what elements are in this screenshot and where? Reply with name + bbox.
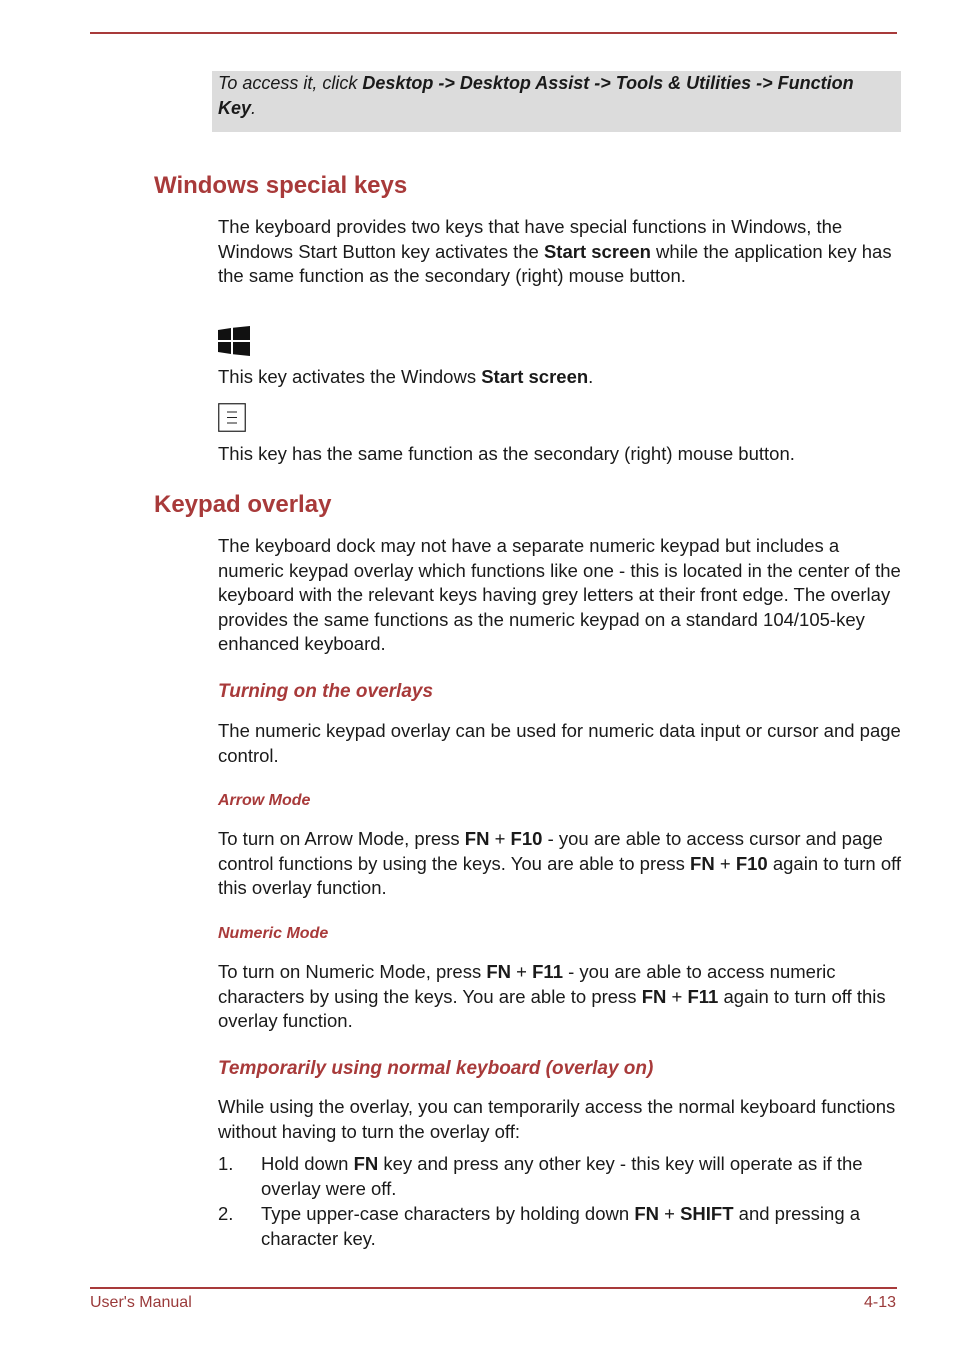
start-key-text-after: . bbox=[588, 366, 594, 387]
note-prefix: To access it, click bbox=[218, 73, 363, 93]
plus-sign: + bbox=[511, 961, 533, 982]
footer-rule bbox=[90, 1287, 897, 1289]
numeric-mode-text bbox=[218, 960, 903, 1034]
application-key-icon bbox=[218, 403, 246, 437]
note-suffix: . bbox=[251, 98, 257, 118]
numeric-text-2: - you are able to access numeric characters by using the keys. You are able to press bbox=[218, 961, 836, 1007]
plus-sign: + bbox=[714, 852, 736, 874]
arrow-text-3: again to turn off this overlay function. bbox=[218, 852, 902, 898]
key-fn: FN bbox=[464, 828, 490, 849]
heading-temporarily-normal-keyboard: Temporarily using normal keyboard (overlay on) bbox=[218, 1058, 654, 1079]
turning-on-text: The numeric keypad overlay can be used for numeric data input or cursor and page control. bbox=[218, 720, 901, 766]
windows-keys-intro bbox=[218, 215, 903, 289]
step-text: Type upper-case characters by holding down bbox=[261, 1203, 635, 1224]
footer-manual-title: User's Manual bbox=[90, 1294, 192, 1311]
step-number: 2. bbox=[218, 1203, 234, 1224]
numeric-text-1: To turn on Numeric Mode, press bbox=[218, 961, 487, 982]
start-key-text-before: This key activates the Windows bbox=[218, 366, 482, 387]
numeric-text-3: again to turn off this overlay function. bbox=[218, 985, 886, 1031]
list-item bbox=[218, 1152, 903, 1201]
key-f10: F10 bbox=[735, 852, 768, 874]
heading-arrow-mode: Arrow Mode bbox=[218, 792, 311, 809]
windows-logo-icon bbox=[218, 326, 250, 361]
arrow-text-2: - you are able to access cursor and page control functions by using the keys. You are able to press bbox=[218, 828, 883, 874]
plus-sign: + bbox=[489, 828, 511, 849]
note-box bbox=[212, 71, 901, 132]
temporary-steps-list bbox=[218, 1152, 903, 1252]
list-item bbox=[218, 1202, 903, 1251]
app-key-description: This key has the same function as the secondary (right) mouse button. bbox=[218, 443, 795, 464]
start-key-text-bold: Start screen bbox=[481, 366, 589, 387]
intro-text-before: The keyboard provides two keys that have special functions in Windows, the Windows Start Button key activates the bbox=[218, 216, 843, 262]
intro-text-bold: Start screen bbox=[543, 240, 651, 262]
heading-numeric-mode: Numeric Mode bbox=[218, 925, 329, 942]
heading-turning-on-overlays: Turning on the overlays bbox=[218, 681, 434, 702]
heading-keypad-overlay: Keypad overlay bbox=[154, 491, 332, 518]
plus-sign: + bbox=[666, 985, 688, 1007]
key-fn: FN bbox=[690, 852, 715, 874]
key-f11: F11 bbox=[532, 961, 563, 982]
step-text: key and press any other key - this key will operate as if the overlay were off. bbox=[261, 1153, 863, 1199]
temporary-intro: While using the overlay, you can temporarily access the normal keyboard functions without having to turn the overlay off: bbox=[218, 1096, 896, 1142]
plus-sign: + bbox=[658, 1203, 681, 1224]
arrow-text-1: To turn on Arrow Mode, press bbox=[218, 828, 465, 849]
arrow-mode-text bbox=[218, 827, 903, 901]
note-text bbox=[218, 71, 895, 121]
step-number: 1. bbox=[218, 1153, 234, 1174]
step-text: and pressing a character key. bbox=[261, 1203, 861, 1249]
key-shift: SHIFT bbox=[680, 1203, 734, 1224]
note-menu-path: Desktop -> Desktop Assist -> Tools & Utilities -> Function Key bbox=[218, 73, 854, 118]
step-text: Hold down bbox=[261, 1153, 354, 1174]
key-fn: FN bbox=[641, 985, 667, 1007]
key-fn: FN bbox=[634, 1203, 659, 1224]
heading-windows-special-keys: Windows special keys bbox=[154, 172, 408, 199]
start-key-description bbox=[218, 365, 903, 390]
key-f11: F11 bbox=[687, 985, 719, 1007]
keypad-intro: The keyboard dock may not have a separate numeric keypad but includes a numeric keypad overlay which functions like one - this is located in the center of the keyboard with the relevant keys having grey letters at their front edge. The overlay provides the same functions as the numeric keypad on a standard 104/105-key enhanced keyboard. bbox=[218, 535, 901, 654]
header-rule bbox=[90, 32, 897, 34]
footer-page-number: 4-13 bbox=[863, 1294, 896, 1311]
key-fn: FN bbox=[353, 1153, 379, 1174]
key-f10: F10 bbox=[510, 828, 543, 849]
intro-text-after: while the application key has the same function as the secondary (right) mouse button. bbox=[218, 240, 892, 286]
key-fn: FN bbox=[486, 961, 512, 982]
